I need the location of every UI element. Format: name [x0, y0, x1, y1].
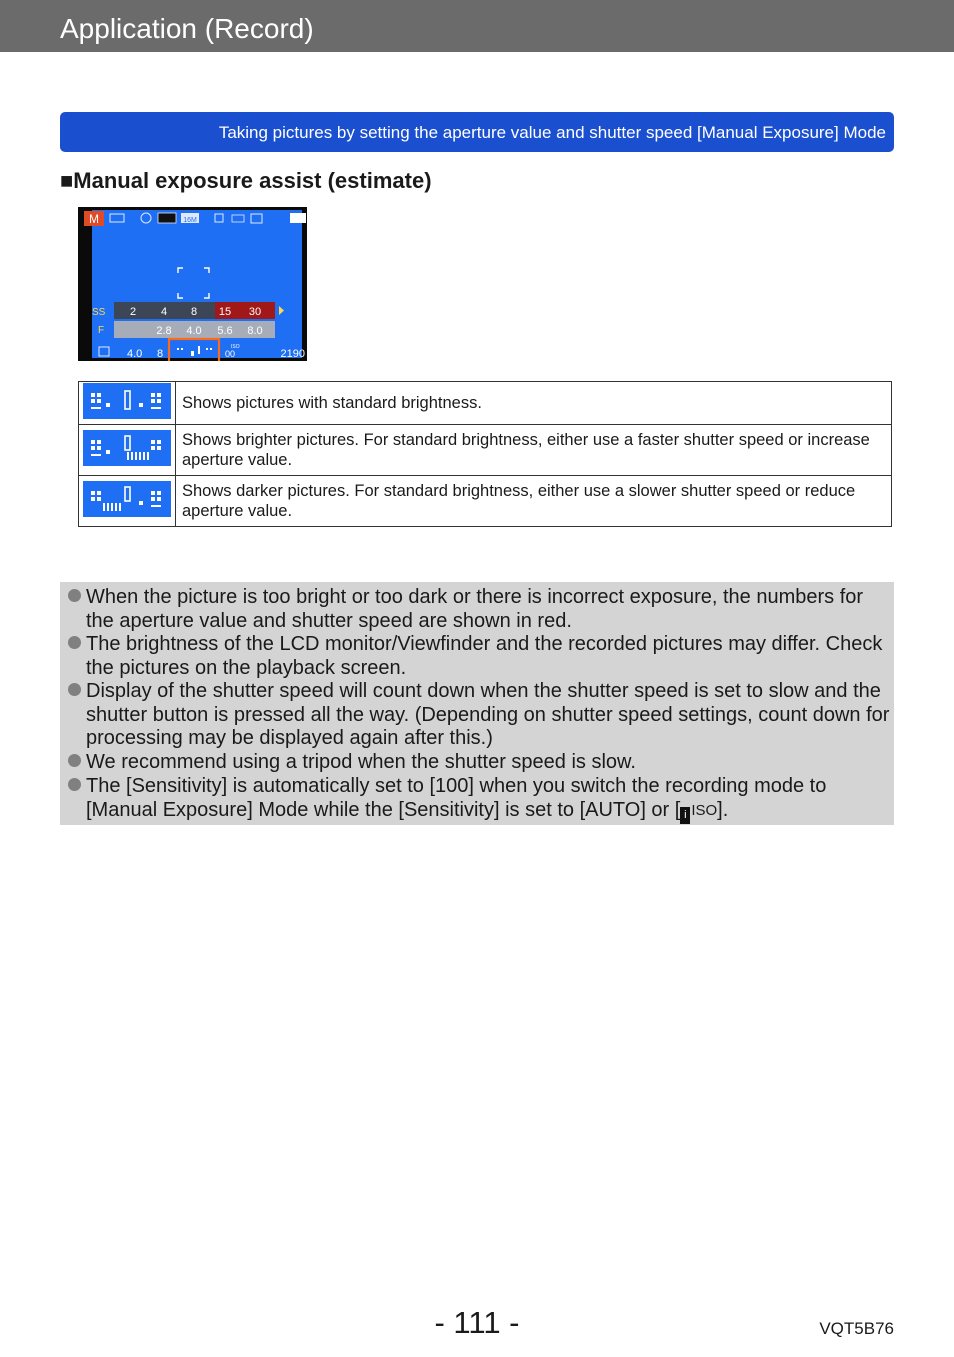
mode-banner-text: Taking pictures by setting the aperture value and shutter speed [Manual Exposure] Mode	[218, 123, 886, 142]
note-text: The brightness of the LCD monitor/Viewfinder and the recorded pictures may differ. Check the pictures on the playback screen.	[86, 633, 883, 679]
page-section-title: Application (Record)	[60, 13, 314, 44]
icon-cell	[79, 382, 176, 425]
shutter-value: 8	[157, 348, 164, 360]
intelligent-iso-label: ISO	[691, 801, 718, 819]
section-heading: ■Manual exposure assist (estimate)	[60, 168, 432, 193]
aperture-tick: 8.0	[247, 325, 263, 337]
table-row	[79, 425, 892, 476]
icon-cell	[79, 425, 176, 476]
description-cell: Shows darker pictures. For standard brightness, either use a slower shutter speed or reduce aperture value.	[176, 476, 892, 527]
note-text: When the picture is too bright or too dark or there is incorrect exposure, the numbers for the aperture value and shutter speed are shown in red.	[86, 586, 864, 632]
bullet-icon	[68, 778, 81, 791]
shutter-tick: 30	[248, 306, 262, 318]
shots-remaining: 2190	[280, 348, 305, 360]
note-text: Display of the shutter speed will count down when the shutter speed is set to slow and the shutter button is pressed all the way. (Depending on shutter speed settings, count down for processing may be displayed again after this.)	[86, 680, 890, 749]
bullet-icon	[68, 683, 81, 696]
shutter-tick: 2	[129, 306, 137, 318]
exposure-standard-icon	[83, 383, 171, 419]
iso-label: ISO	[231, 344, 240, 350]
shutter-tick: 8	[190, 306, 198, 318]
resolution-label: 16M	[183, 217, 197, 224]
notes-box	[60, 582, 894, 825]
note-text: We recommend using a tripod when the shutter speed is slow.	[86, 751, 636, 773]
description-cell: Shows pictures with standard brightness.	[176, 382, 892, 425]
page-number: - 111 -	[434, 1305, 520, 1340]
exposure-assist-table	[78, 381, 892, 527]
intelligent-iso-icon	[680, 802, 717, 824]
shutter-tick: 15	[218, 306, 232, 318]
note-text-suffix: ].	[717, 798, 729, 821]
bullet-icon	[68, 636, 81, 649]
ss-label: SS	[92, 307, 106, 318]
aperture-tick: 2.8	[156, 325, 172, 337]
note-item	[68, 751, 890, 775]
aperture-value: 4.0	[127, 348, 143, 360]
exposure-darker-icon	[83, 481, 171, 517]
table-row	[79, 382, 892, 425]
shutter-tick: 4	[160, 306, 168, 318]
iso-value: 00	[225, 349, 236, 359]
exposure-brighter-icon	[83, 430, 171, 466]
bullet-icon	[68, 589, 81, 602]
mode-badge-label: M	[89, 212, 99, 226]
f-label: F	[98, 325, 105, 336]
document-code: VQT5B76	[819, 1319, 894, 1338]
camera-screen-illustration	[78, 207, 307, 361]
note-text-main: The [Sensitivity] is automatically set to [100] when you switch the recording mode to [Manual Exposure] Mode while the [Sensitivity] is set to [AUTO] or [	[86, 775, 827, 821]
note-text	[68, 775, 890, 824]
note-item	[68, 680, 890, 751]
aperture-tick: 4.0	[186, 325, 202, 337]
table-row	[79, 476, 892, 527]
bullet-icon	[68, 754, 81, 767]
aperture-tick: 5.6	[217, 325, 233, 337]
note-item	[68, 586, 890, 633]
description-cell: Shows brighter pictures. For standard brightness, either use a faster shutter speed or increase aperture value.	[176, 425, 892, 476]
note-item	[68, 633, 890, 680]
note-item	[68, 775, 890, 824]
mode-banner	[60, 112, 894, 152]
icon-cell	[79, 476, 176, 527]
intelligent-iso-box-icon: i	[680, 807, 690, 824]
